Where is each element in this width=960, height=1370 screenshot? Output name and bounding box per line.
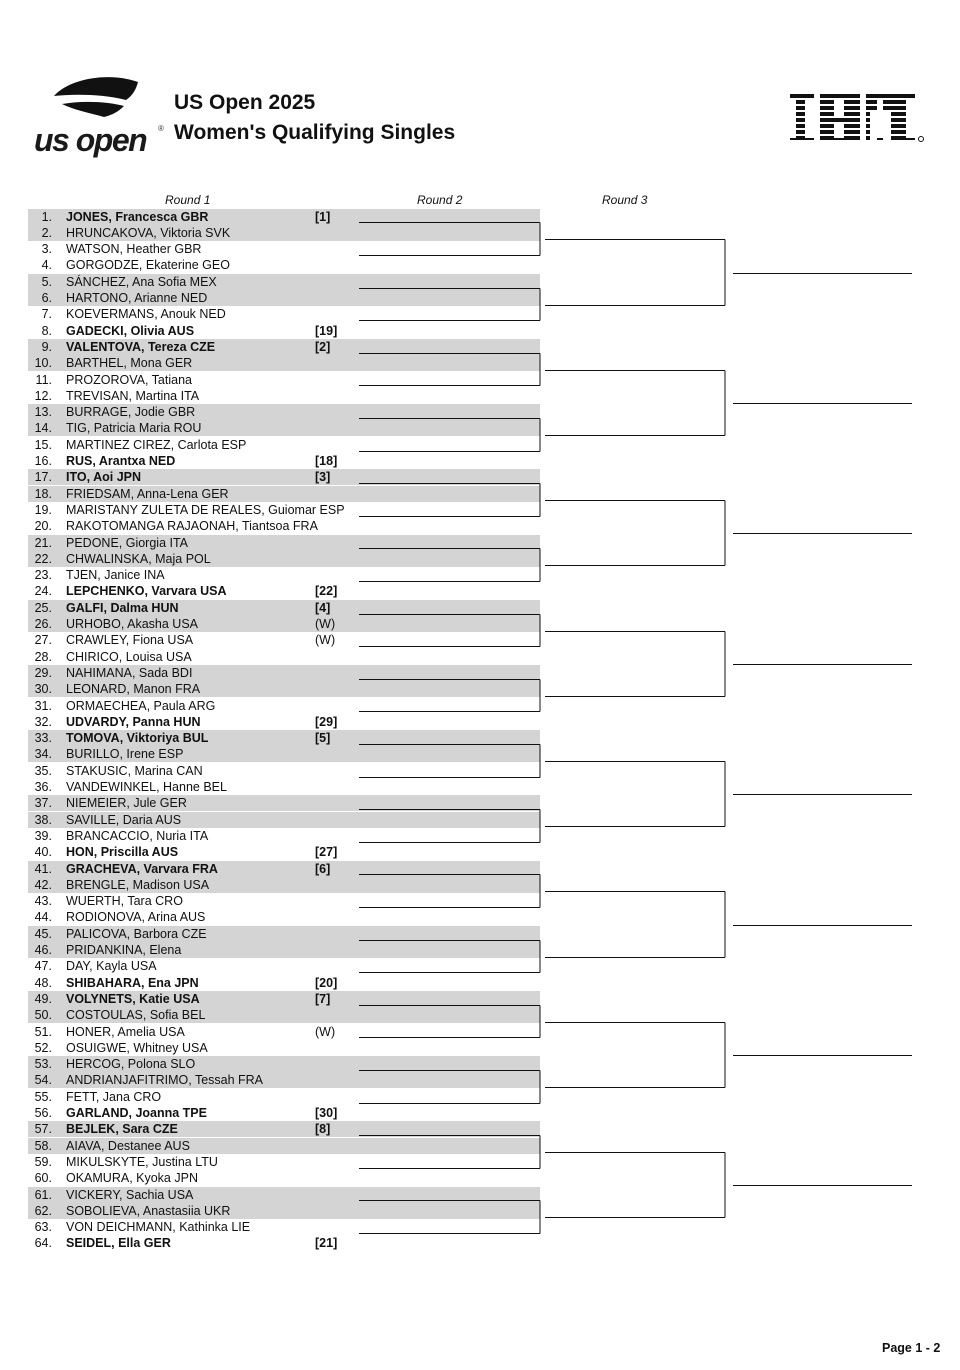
player-name: SOBOLIEVA, Anastasiia UKR (66, 1203, 231, 1218)
player-name: RAKOTOMANGA RAJAONAH, Tiantsoa FRA (66, 519, 318, 534)
entry-number: 28. (34, 649, 52, 664)
player-name: VANDEWINKEL, Hanne BEL (66, 780, 227, 794)
player-name: OSUIGWE, Whitney USA (66, 1040, 208, 1055)
seed-label: [7] (315, 991, 331, 1006)
entry-number: 50. (34, 1008, 52, 1023)
entry-number: 30. (34, 682, 52, 697)
seed-label: [18] (315, 454, 338, 468)
player-name: BURRAGE, Jodie GBR (66, 405, 196, 420)
player-name: TJEN, Janice INA (66, 568, 165, 583)
player-name: FRIEDSAM, Anna-Lena GER (66, 486, 229, 501)
entry-number: 64. (34, 1236, 52, 1251)
player-name: RODIONOVA, Arina AUS (66, 910, 206, 925)
entry-number: 29. (34, 665, 52, 680)
player-name: GARLAND, Joanna TPE (66, 1106, 207, 1120)
player-name: TIG, Patricia Maria ROU (66, 421, 202, 436)
entry-number: 15. (34, 437, 52, 452)
player-name: HON, Priscilla AUS (66, 845, 179, 860)
player-name: URHOBO, Akasha USA (66, 617, 198, 631)
logo-wordmark: us open (34, 122, 147, 158)
player-name: GALFI, Dalma HUN (66, 600, 179, 615)
entry-number: 13. (34, 405, 52, 420)
entry-number: 63. (34, 1220, 52, 1235)
player-name: TOMOVA, Viktoriya BUL (66, 731, 209, 746)
entry-number: 48. (34, 975, 52, 990)
seed-label: [22] (315, 584, 338, 599)
entry-number: 3. (41, 242, 52, 257)
entry-number: 36. (34, 780, 52, 794)
entry-number: 53. (34, 1057, 52, 1072)
player-name: WUERTH, Tara CRO (66, 894, 183, 909)
player-name: DAY, Kayla USA (66, 959, 157, 974)
player-name: STAKUSIC, Marina CAN (66, 763, 203, 778)
seed-label: [6] (315, 861, 331, 876)
seed-label: (W) (315, 633, 336, 648)
player-name: SHIBAHARA, Ena JPN (66, 975, 199, 990)
entry-number: 16. (34, 454, 52, 468)
registered-mark: ® (158, 124, 164, 133)
player-name: VON DEICHMANN, Kathinka LIE (66, 1220, 251, 1235)
draw-title: Women's Qualifying Singles (174, 121, 456, 144)
entry-number: 24. (34, 584, 52, 599)
entry-number: 12. (34, 388, 52, 403)
player-name: PROZOROVA, Tatiana (66, 372, 192, 387)
entry-number: 43. (34, 894, 52, 909)
entry-number: 38. (34, 812, 52, 827)
entry-number: 31. (34, 698, 52, 713)
player-name: COSTOULAS, Sofia BEL (66, 1008, 206, 1023)
player-name: RUS, Arantxa NED (66, 454, 176, 468)
player-name: TREVISAN, Martina ITA (66, 388, 200, 403)
page-number: Page 1 - 2 (882, 1341, 941, 1355)
player-name: GADECKI, Olivia AUS (66, 323, 195, 338)
player-name: GRACHEVA, Varvara FRA (66, 861, 218, 876)
player-name: UDVARDY, Panna HUN (66, 714, 201, 729)
entry-number: 41. (34, 861, 52, 876)
entry-number: 11. (35, 372, 52, 387)
entry-number: 2. (41, 225, 52, 240)
entry-number: 4. (41, 258, 52, 273)
entry-number: 33. (34, 731, 52, 746)
player-name: WATSON, Heather GBR (66, 242, 202, 257)
entry-number: 26. (34, 617, 52, 631)
entry-number: 34. (34, 747, 52, 762)
entry-number: 23. (34, 568, 52, 583)
entry-number: 14. (34, 421, 52, 436)
seed-label: (W) (315, 617, 336, 631)
entry-number: 40. (34, 845, 52, 860)
seed-label: [4] (315, 600, 331, 615)
player-name: AIAVA, Destanee AUS (66, 1138, 190, 1153)
player-name: FETT, Jana CRO (66, 1089, 162, 1104)
player-name: SEIDEL, Ella GER (66, 1236, 171, 1251)
seed-label: [3] (315, 470, 331, 485)
entry-number: 21. (34, 535, 52, 550)
entry-number: 45. (34, 926, 52, 941)
player-name: NIEMEIER, Jule GER (66, 796, 187, 811)
player-name: MIKULSKYTE, Justina LTU (66, 1154, 218, 1169)
entry-number: 5. (41, 274, 52, 289)
seed-label: [5] (315, 731, 331, 746)
entry-number: 57. (34, 1122, 52, 1137)
player-name: VALENTOVA, Tereza CZE (66, 339, 216, 354)
entry-number: 1. (41, 209, 52, 224)
player-name: ITO, Aoi JPN (66, 470, 142, 485)
player-name: PALICOVA, Barbora CZE (66, 926, 207, 941)
seed-label: [20] (315, 975, 338, 990)
entry-number: 35. (34, 763, 52, 778)
entry-number: 54. (34, 1073, 52, 1088)
player-name: LEONARD, Manon FRA (66, 682, 201, 697)
entry-number: 9. (41, 339, 52, 354)
player-name: BARTHEL, Mona GER (66, 356, 193, 371)
tournament-title: US Open 2025 (174, 91, 316, 114)
entry-number: 56. (34, 1106, 52, 1120)
entry-number: 59. (34, 1154, 52, 1169)
player-name: BEJLEK, Sara CZE (66, 1122, 178, 1137)
entry-number: 7. (41, 307, 52, 322)
entry-number: 32. (34, 714, 52, 729)
player-name: SAVILLE, Daria AUS (66, 812, 182, 827)
player-name: VOLYNETS, Katie USA (66, 991, 200, 1006)
seed-label: [21] (315, 1236, 338, 1251)
player-name: HARTONO, Arianne NED (66, 291, 208, 305)
player-name: ANDRIANJAFITRIMO, Tessah FRA (66, 1073, 264, 1088)
entry-number: 27. (34, 633, 52, 648)
player-name: LEPCHENKO, Varvara USA (66, 584, 227, 599)
player-name: MARTINEZ CIREZ, Carlota ESP (66, 437, 247, 452)
round-1-header: Round 1 (165, 193, 211, 207)
player-name: CHWALINSKA, Maja POL (66, 551, 211, 566)
player-name: ORMAECHEA, Paula ARG (66, 698, 216, 713)
player-name: NAHIMANA, Sada BDI (66, 665, 193, 680)
entry-number: 18. (34, 486, 52, 501)
entry-number: 62. (34, 1203, 52, 1218)
entry-number: 39. (34, 828, 52, 843)
entry-number: 6. (41, 291, 52, 305)
seed-label: [2] (315, 339, 331, 354)
entry-number: 25. (34, 600, 52, 615)
player-name: OKAMURA, Kyoka JPN (66, 1171, 198, 1186)
entry-number: 58. (34, 1138, 52, 1153)
player-name: JONES, Francesca GBR (66, 209, 209, 224)
entry-number: 20. (34, 519, 52, 534)
entry-number: 19. (34, 502, 52, 517)
player-name: PEDONE, Giorgia ITA (66, 535, 189, 550)
player-name: MARISTANY ZULETA DE REALES, Guiomar ESP (66, 502, 345, 517)
entry-number: 47. (34, 959, 52, 974)
player-name: BURILLO, Irene ESP (66, 747, 184, 762)
player-name: BRENGLE, Madison USA (66, 877, 210, 892)
entry-number: 17. (34, 470, 52, 485)
seed-label: [27] (315, 845, 338, 860)
entry-number: 61. (34, 1187, 52, 1202)
seed-label: (W) (315, 1024, 336, 1039)
player-name: GORGODZE, Ekaterine GEO (66, 258, 230, 273)
player-name: HERCOG, Polona SLO (66, 1057, 196, 1072)
entry-number: 60. (34, 1171, 52, 1186)
seed-label: [1] (315, 209, 331, 224)
player-name: PRIDANKINA, Elena (66, 943, 182, 957)
round-2-header: Round 2 (417, 193, 463, 207)
player-name: CHIRICO, Louisa USA (66, 649, 192, 664)
seed-label: [30] (315, 1106, 338, 1120)
player-name: BRANCACCIO, Nuria ITA (66, 828, 209, 843)
seed-label: [29] (315, 714, 338, 729)
entry-number: 37. (34, 796, 52, 811)
player-name: SÁNCHEZ, Ana Sofia MEX (66, 274, 217, 289)
entry-number: 42. (34, 877, 52, 892)
entry-number: 10. (34, 356, 52, 371)
entry-number: 8. (41, 323, 52, 338)
player-name: HONER, Amelia USA (66, 1024, 185, 1039)
entry-number: 52. (34, 1040, 52, 1055)
seed-label: [19] (315, 323, 338, 338)
entry-number: 22. (34, 551, 52, 566)
player-name: KOEVERMANS, Anouk NED (66, 307, 226, 322)
entry-number: 51. (34, 1024, 52, 1039)
entry-number: 49. (34, 991, 52, 1006)
player-name: VICKERY, Sachia USA (66, 1187, 194, 1202)
entry-number: 44. (34, 910, 52, 925)
entry-number: 55. (34, 1089, 52, 1104)
seed-label: [8] (315, 1122, 331, 1137)
player-name: CRAWLEY, Fiona USA (66, 633, 194, 648)
player-name: HRUNCAKOVA, Viktoria SVK (66, 225, 231, 240)
round-3-header: Round 3 (602, 193, 648, 207)
entry-number: 46. (34, 943, 52, 957)
